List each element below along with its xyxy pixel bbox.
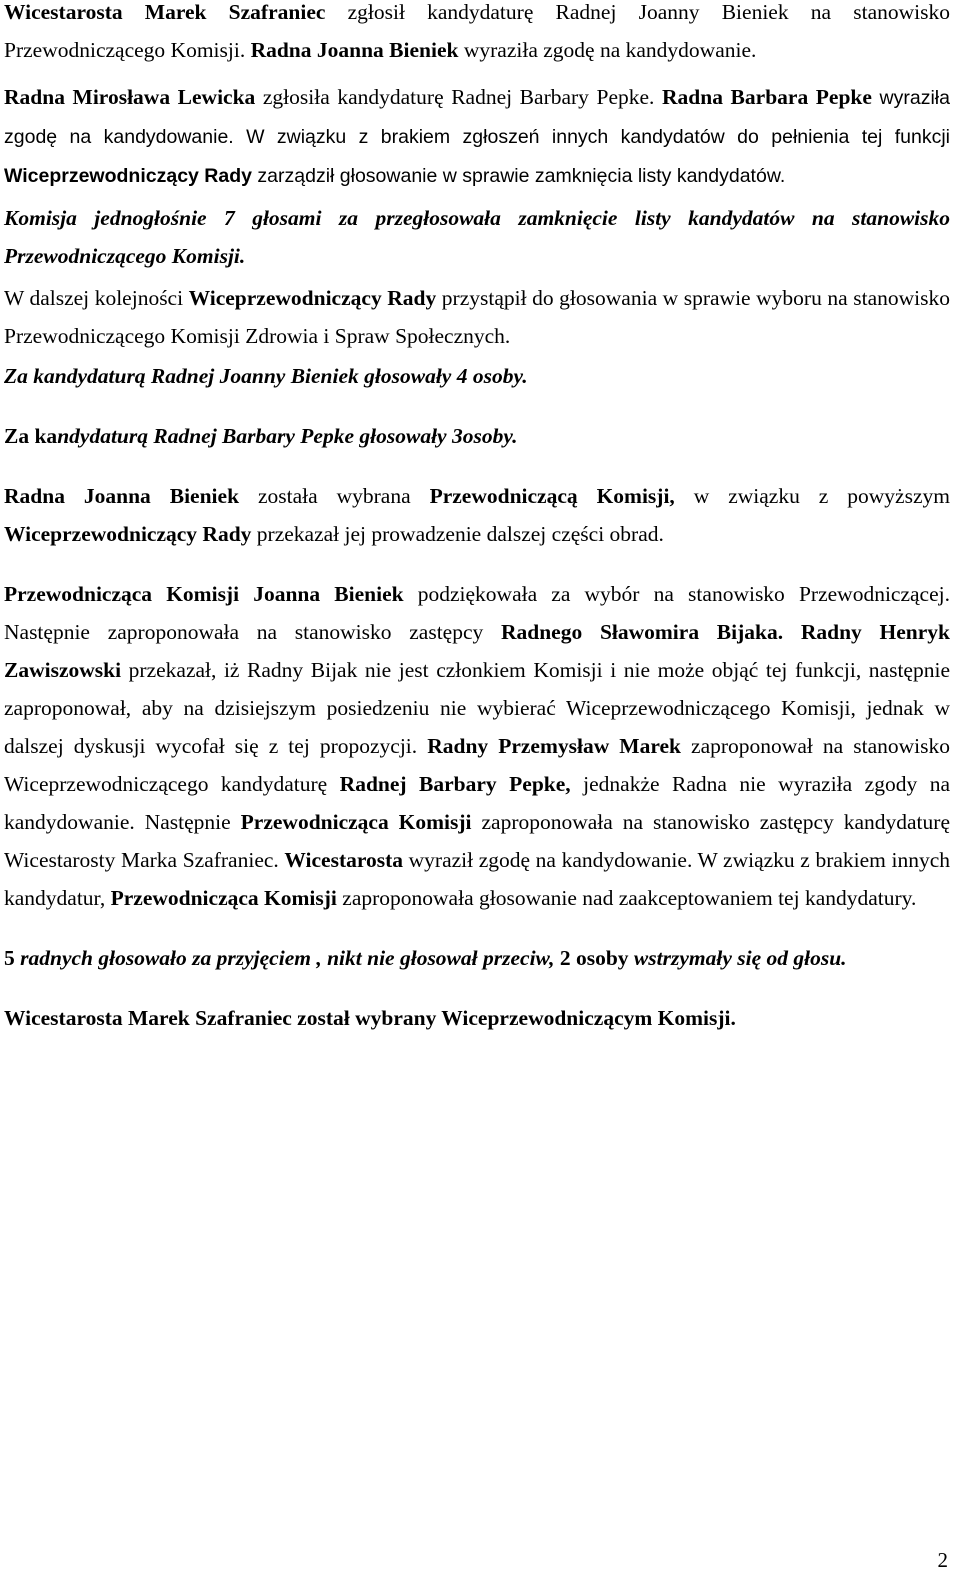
text-run: Radna Mirosława Lewicka xyxy=(4,85,256,109)
text-run: jednakże Radna nie wyraziła zgody na kandydowanie. Następnie xyxy=(4,772,950,834)
text-run xyxy=(783,620,801,644)
text-run: zaproponował na stanowisko Wiceprzewodniczącego kandydaturę xyxy=(4,734,950,796)
text-run: 2 osoby xyxy=(554,946,634,970)
text-run: W dalszej kolejności xyxy=(4,286,189,310)
text-run: Wicestarosta xyxy=(284,848,404,872)
text-run: Wicestarosta Marek Szafraniec został wybrany Wiceprzewodniczącym Komisji. xyxy=(4,1006,736,1030)
document-body xyxy=(4,0,950,1037)
paragraph-deputy-elected xyxy=(4,999,950,1037)
paragraph-votes-bieniek xyxy=(4,357,950,395)
text-run: Radna Barbara Pepke xyxy=(662,85,872,109)
text-run: wstrzymały się od głosu. xyxy=(633,946,847,970)
text-run: Przewodnicząca Komisji xyxy=(240,810,472,834)
paragraph-vote-start xyxy=(4,279,950,355)
text-run: Komisja jednogłośnie 7 głosami za przegłosowała zamknięcie listy kandydatów na stanowisko Przewodniczącego Komisji. xyxy=(4,206,950,268)
text-run: zaproponowała na stanowisko zastępcy kandydaturę Wicestarosty Marka Szafraniec. xyxy=(4,810,950,872)
text-run: Przewodnicząca Komisji Joanna Bieniek xyxy=(4,582,404,606)
text-run: Za ka xyxy=(4,424,58,448)
text-run: Radnego Sławomira Bijaka. xyxy=(500,620,784,644)
text-run: Przewodnicząca Komisji xyxy=(110,886,337,910)
text-run: wyraziła zgodę na kandydowanie. xyxy=(4,87,950,148)
paragraph-deputy-discussion xyxy=(4,575,950,917)
text-run: przekazał, iż Radny Bijak nie jest członkiem Komisji i nie może objąć tej funkcji, następnie zaproponował, aby na dzisiejszym posiedzeniu nie wybierać Wiceprzewodniczącego Komisji, jednak w dalszej dyskusji wycofał się z tej propozycji. xyxy=(4,658,950,758)
text-run: Za kandydaturą Radnej Joanny Bieniek głosowały 4 osoby. xyxy=(4,364,528,388)
text-run: Radna Joanna Bieniek xyxy=(250,38,459,62)
paragraph-chair-elected xyxy=(4,477,950,553)
text-run: wyraził zgodę na kandydowanie. W związku z brakiem innych kandydatur, xyxy=(4,848,951,910)
text-run: podziękowała za wybór na stanowisko Przewodniczącej. Następnie zaproponowała na stanowisko zastępcy xyxy=(4,582,950,644)
text-run: Wiceprzewodniczący Rady xyxy=(4,522,252,546)
text-run: zgłosił kandydaturę Radnej Joanny Bieniek na stanowisko Przewodniczącego Komisji. xyxy=(4,0,950,62)
text-run: Radna Joanna Bieniek xyxy=(4,484,240,508)
text-run: przekazał jej prowadzenie dalszej części obrad. xyxy=(251,522,664,546)
text-run: wyraziła zgodę na kandydowanie. xyxy=(458,38,757,62)
text-run: Przewodniczącą Komisji, xyxy=(429,484,675,508)
text-run: ndydaturą Radnej Barbary Pepke głosowały 3osoby. xyxy=(57,424,518,448)
paragraph-list-closed xyxy=(4,199,950,275)
text-run: została wybrana xyxy=(239,484,430,508)
text-run: W związku z brakiem zgłoszeń innych kandydatów do pełnienia tej funkcji xyxy=(246,126,950,148)
text-run: zaproponowała głosowanie nad zaakceptowaniem tej kandydatury. xyxy=(336,886,917,910)
text-run: Radny Przemysław Marek xyxy=(427,734,681,758)
text-run: przystąpił do głosowania w sprawie wyboru na stanowisko Przewodniczącego Komisji Zdrowia i Spraw Społecznych. xyxy=(4,286,950,348)
text-run: Wiceprzewodniczący Rady xyxy=(188,286,437,310)
text-run: zgłosiła kandydaturę Radnej Barbary Pepke. xyxy=(255,85,663,109)
text-run: radnych głosowało za przyjęciem , nikt nie głosował przeciw, xyxy=(20,946,555,970)
text-run: w związku z powyższym xyxy=(674,484,950,508)
paragraph-candidate-pepke xyxy=(4,78,950,195)
text-run: Wicestarosta Marek Szafraniec xyxy=(4,0,326,24)
paragraph-deputy-vote-result xyxy=(4,939,950,977)
page-number: 2 xyxy=(937,1548,948,1572)
paragraph-candidate-bieniek xyxy=(4,0,950,69)
text-run: 5 xyxy=(4,946,21,970)
paragraph-votes-pepke xyxy=(4,417,950,455)
text-run: Wiceprzewodniczący Rady xyxy=(4,165,252,187)
text-run: zarządził głosowanie w sprawie zamknięcia listy kandydatów. xyxy=(252,165,786,187)
text-run: Radnej Barbary Pepke, xyxy=(339,772,571,796)
text-run: Radny Henryk Zawiszowski xyxy=(4,620,950,682)
